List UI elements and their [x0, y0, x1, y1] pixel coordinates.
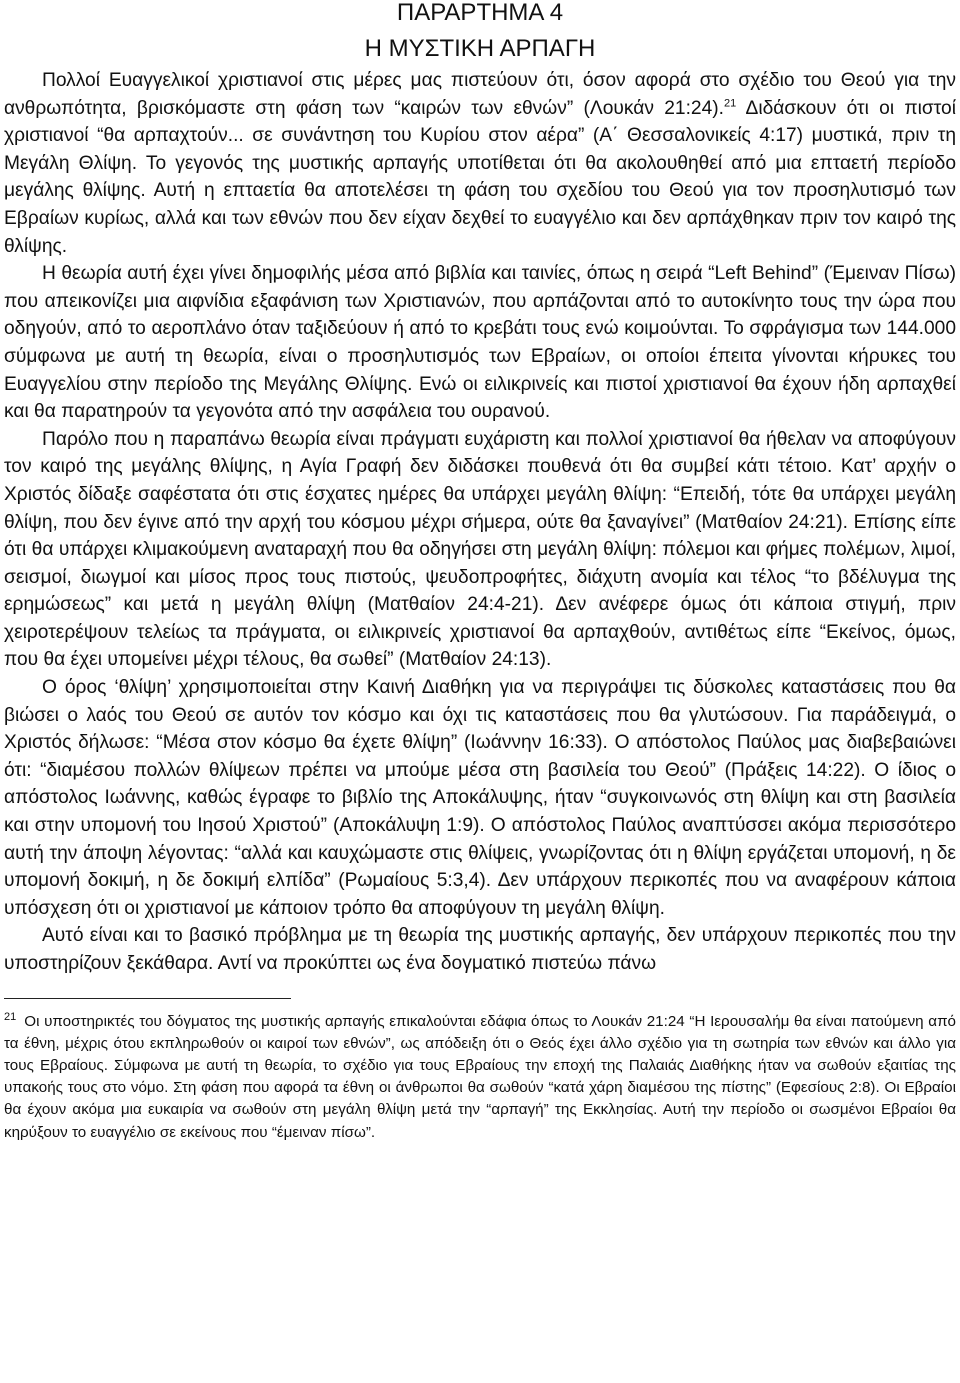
appendix-heading: ΠΑΡΑΡΤΗΜΑ 4	[396, 0, 564, 26]
footnote-text: Οι υποστηρικτές του δόγματος της μυστικής αρπαγής επικαλούνται εδάφια όπως το Λουκάν 21:24 “Η Ιερουσαλήμ θα είναι πατούμενη από τα έθνη, μέχρις ότου εκπληρωθούν οι καιροί των εθνών”, ως απόδειξη ότι ο Θεός έχει άλλο σχέδιο για τη σωτηρία των εθνών και άλλο για τους Εβραίους. Σύμφωνα με αυτή τη θεωρία, το σχέδιο για τους Εβραίους την εποχή της Παλαιάς Διαθήκης ήταν να σωθούν εξαιτίας της υπακοής τους στο νόμο. Στη φάση που αφορά τα έθνη οι άνθρωποι θα σωθούν “κατά χάρη διαμέσου της πίστης” (Εφεσίους 2:8). Οι Εβραίοι θα έχουν ακόμα μια ευκαιρία να σωθούν στη μεγάλη θλίψη μετά την “αρπαγή” της Εκκλησίας. Αυτή την περίοδο οι σωσμένοι Εβραίοι θα κηρύξουν το ευαγγέλιο σε εκείνους που “έμειναν πίσω”.	[4, 1012, 956, 1141]
page-title: Η ΜΥΣΤΙΚΗ ΑΡΠΑΓΗ	[364, 35, 596, 62]
paragraph-1	[4, 67, 956, 260]
footnote-reference[interactable]: 21	[724, 97, 737, 110]
paragraph-4: Ο όρος ‘θλίψη’ χρησιμοποιείται στην Καινή Διαθήκη για να περιγράψει τις δύσκολες καταστάσεις που θα βιώσει ο λαός του Θεού σε αυτόν τον κόσμο και όχι τις καταστάσεις που θα γλυτώσουν. Για παράδειγμά, ο Χριστός δήλωσε: “Μέσα στον κόσμο θα έχετε θλίψη” (Ιωάννην 16:33). Ο απόστολος Παύλος μας διαβεβαιώνει ότι: “διαμέσου πολλών θλίψεων πρέπει να μπούμε μέσα στη βασιλεία του Θεού” (Πράξεις 14:22). Ο ίδιος ο απόστολος Ιωάννης, καθώς έγραφε το βιβλίο της Αποκάλυψης, ήταν “συγκοινωνός στη θλίψη και στη βασιλεία και στην υπομονή του Ιησού Χριστού” (Αποκάλυψη 1:9). Ο απόστολος Παύλος αναπτύσσει ακόμα περισσότερο αυτή την άποψη λέγοντας: “αλλά και καυχώμαστε στις θλίψεις, γνωρίζοντας ότι η θλίψη εργάζεται υπομονή, η δε υπομονή δοκιμή, η δε δοκιμή ελπίδα” (Ρωμαίους 5:3,4). Δεν υπάρχουν περικοπές που να αναφέρουν κάποια υπόσχεση ότι οι χριστιανοί με κάποιον τρόπο θα αποφύγουν τη μεγάλη θλίψη.	[4, 677, 956, 919]
paragraph-1-part-2: Διδάσκουν ότι οι πιστοί χριστιανοί “θα αρπαχτούν... σε συνάντηση του Κυρίου στον αέρα” (Α΄ Θεσσαλονικείς 4:17) μυστικά, πριν τη Μεγάλη Θλίψη. Το γεγονός της μυστικής αρπαγής υποτίθεται ότι θα ακολουθηθεί από μια επταετή περίοδο μεγάλης θλίψης. Αυτή η επταετία θα αποτελέσει τη φάση του σχεδίου του Θεού για τον προσηλυτισμό των Εβραίων κυρίως, αλλά και των εθνών που δεν είχαν δεχθεί το ευαγγέλιο και δεν αρπάχθηκαν πριν τον καιρό της θλίψης.	[4, 97, 956, 257]
footnote-number: 21	[4, 1010, 17, 1023]
paragraph-2: Η θεωρία αυτή έχει γίνει δημοφιλής μέσα από βιβλία και ταινίες, όπως η σειρά “Left Behind” (Έμειναν Πίσω) που απεικονίζει μια αιφνίδια εξαφάνιση των Χριστιανών, που αρπάζονται από το αυτοκίνητο τους την ώρα που οδηγούν, από το αεροπλάνο όταν ταξιδεύουν ή από το κρεβάτι τους ενώ κοιμούνται. Το σφράγισμα των 144.000 σύμφωνα με αυτή τη θεωρία, είναι ο προσηλυτισμός των Εβραίων, οι οποίοι έπειτα γίνονται κήρυκες του Ευαγγελίου στην περίοδο της Μεγάλης Θλίψης. Ενώ οι ειλικρινείς και πιστοί χριστιανοί θα έχουν ήδη αρπαχθεί και θα παρατηρούν τα γεγονότα από την ασφάλεια του ουρανού.	[4, 263, 956, 423]
paragraph-3: Παρόλο που η παραπάνω θεωρία είναι πράγματι ευχάριστη και πολλοί χριστιανοί θα ήθελαν να αποφύγουν τον καιρό της μεγάλης θλίψης, η Αγία Γραφή δεν διδάσκει πουθενά ότι θα συμβεί κάτι τέτοιο. Κατ’ αρχήν ο Χριστός δίδαξε σαφέστατα ότι στις έσχατες ημέρες θα υπάρχει μεγάλη θλίψη: “Επειδή, τότε θα υπάρχει μεγάλη θλίψη, που δεν έγινε από την αρχή του κόσμου μέχρι σήμερα, ούτε θα ξαναγίνει” (Ματθαίον 24:21). Επίσης είπε ότι θα υπάρχει κλιμακούμενη αναταραχή που θα οδηγήσει στη μεγάλη θλίψη: πόλεμοι και φήμες πολέμων, λιμοί, σεισμοί, διωγμοί και μίσος προς τους πιστούς, ψευδοπροφήτες, διάχυτη ανομία και τέλος “το βδέλυγμα της ερημώσεως” και μετά η μεγάλη θλίψη (Ματθαίον 24:4-21). Δεν ανέφερε όμως ότι κάποια στιγμή, πριν χειροτερέψουν τελείως τα πράγματα, οι ειλικρινείς χριστιανοί θα αρπαχθούν, αντιθέτως είπε “Εκείνος, όμως, που θα έχει υπομείνει μέχρι τέλους, θα σωθεί” (Ματθαίον 24:13).	[4, 428, 956, 671]
paragraph-5: Αυτό είναι και το βασικό πρόβλημα με τη θεωρία της μυστικής αρπαγής, δεν υπάρχουν περικοπές που την υποστηρίζουν ξεκάθαρα. Αντί να προκύπτει ως ένα δογματικό πιστεύω πάνω	[4, 925, 956, 974]
footnote-divider	[4, 998, 291, 999]
footnote	[4, 1011, 956, 1144]
paragraph-1-part-1: Πολλοί Ευαγγελικοί χριστιανοί στις μέρες μας πιστεύουν ότι, όσον αφορά στο σχέδιο του Θεού για την ανθρωπότητα, βρισκόμαστε στη φάση των “καιρών των εθνών” (Λουκάν 21:24).	[4, 70, 956, 119]
